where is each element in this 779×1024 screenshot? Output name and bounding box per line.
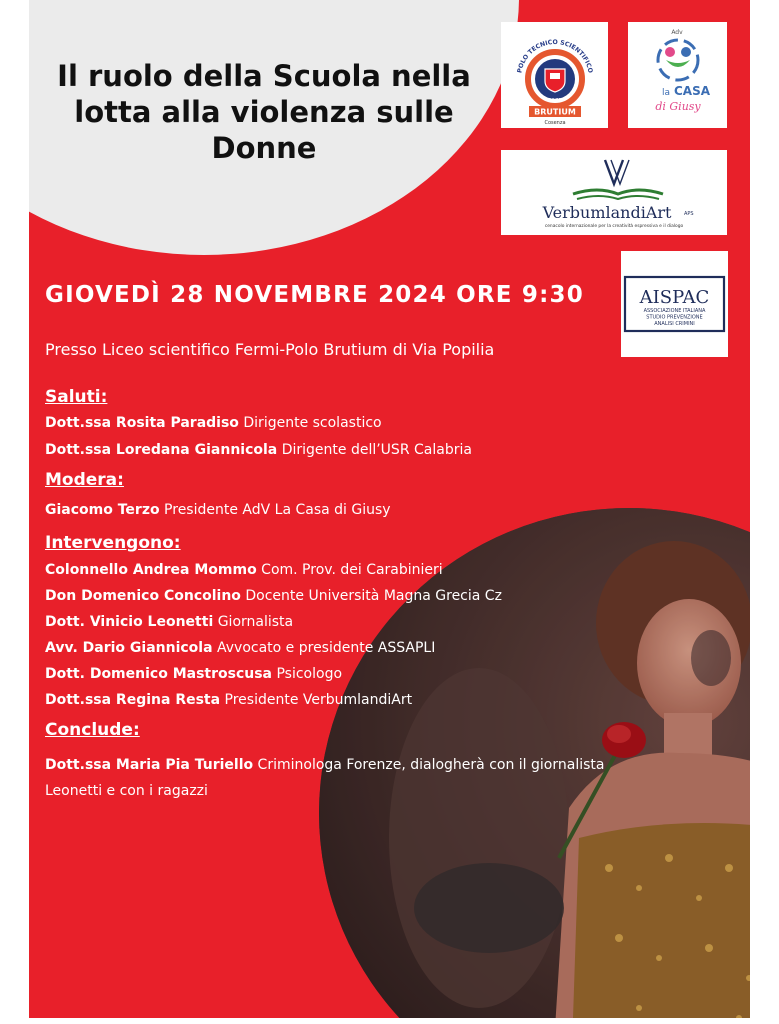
speaker-role: Giornalista [213, 614, 294, 630]
speaker-name: Giacomo Terzo [45, 502, 160, 518]
intervengono-row [45, 640, 435, 656]
speaker-name: Dott.ssa Rosita Paradiso [45, 415, 239, 431]
speaker-name: Dott.ssa Regina Resta [45, 692, 221, 708]
speaker-name: Colonnello Andrea Mommo [45, 562, 257, 578]
brutium-year: 1970 [548, 98, 562, 104]
speaker-role: Criminologa Forenze, dialogherà con il giornalista Leonetti e con i ragazzi [45, 757, 605, 799]
intervengono-row [45, 614, 293, 630]
casa-la-text: la [662, 88, 671, 98]
poster-title: Il ruolo della Scuola nella lotta alla violenza sulle Donne [57, 59, 471, 165]
verbumlandiart-logo [501, 150, 727, 235]
saluti-row [45, 442, 472, 458]
modera-row [45, 502, 391, 518]
verbum-tagline: cenacolo internazionale per la creatività espressiva e il dialogo [544, 224, 684, 229]
speaker-role: Dirigente scolastico [238, 415, 382, 431]
intervengono-row [45, 666, 342, 682]
speaker-role: Com. Prov. dei Carabinieri [256, 562, 443, 578]
intervengono-row [45, 692, 412, 708]
speaker-name: Dott. Domenico Mastroscusa [45, 666, 273, 682]
speaker-role: Presidente VerbumlandiArt [220, 692, 413, 708]
speaker-role: Presidente AdV La Casa di Giusy [159, 502, 391, 518]
intervengono-heading: Intervengono: [45, 533, 181, 553]
brutium-city: Cosenza [544, 120, 566, 126]
saluti-heading: Saluti: [45, 387, 108, 407]
aispac-line1: ASSOCIAZIONE ITALIANA [643, 308, 706, 314]
event-date: GIOVEDÌ 28 NOVEMBRE 2024 ORE 9:30 [45, 282, 584, 308]
event-poster [29, 0, 750, 1018]
verbum-name: VerbumlandiArt [542, 203, 672, 222]
speaker-name: Dott.ssa Loredana Giannicola [45, 442, 278, 458]
speaker-role: Psicologo [272, 666, 343, 682]
casa-adv-text: Adv [671, 29, 683, 36]
speaker-name: Avv. Dario Giannicola [45, 640, 213, 656]
speaker-name: Don Domenico Concolino [45, 588, 241, 604]
saluti-row [45, 415, 382, 431]
speaker-name: Dott. Vinicio Leonetti [45, 614, 214, 630]
aispac-line3: ANALISI CRIMINI [654, 321, 695, 327]
casa-casa-text: CASA [674, 84, 711, 98]
speaker-role: Avvocato e presidente ASSAPLI [212, 640, 436, 656]
casa-di-giusy-text: di Giusy [655, 100, 701, 113]
intervengono-row [45, 562, 443, 578]
aispac-line2: STUDIO PREVENZIONE [646, 314, 703, 321]
casa-di-giusy-logo [628, 22, 727, 128]
conclude-heading: Conclude: [45, 720, 140, 740]
speaker-role: Docente Università Magna Grecia Cz [240, 588, 502, 604]
event-location: Presso Liceo scientifico Fermi-Polo Brutium di Via Popilia [45, 340, 495, 359]
speaker-name: Dott.ssa Maria Pia Turiello [45, 757, 254, 773]
speaker-role: Dirigente dell’USR Calabria [277, 442, 472, 458]
verbum-aps: APS [684, 211, 694, 217]
conclude-row [45, 752, 605, 804]
modera-heading: Modera: [45, 470, 124, 490]
aispac-logo [621, 251, 728, 357]
brutium-arc-text: POLO TECNICO SCIENTIFICO [516, 38, 594, 74]
aispac-acronym: AISPAC [639, 287, 710, 308]
brutium-name: BRUTIUM [534, 107, 576, 117]
brutium-logo [501, 22, 608, 128]
intervengono-row [45, 588, 502, 604]
